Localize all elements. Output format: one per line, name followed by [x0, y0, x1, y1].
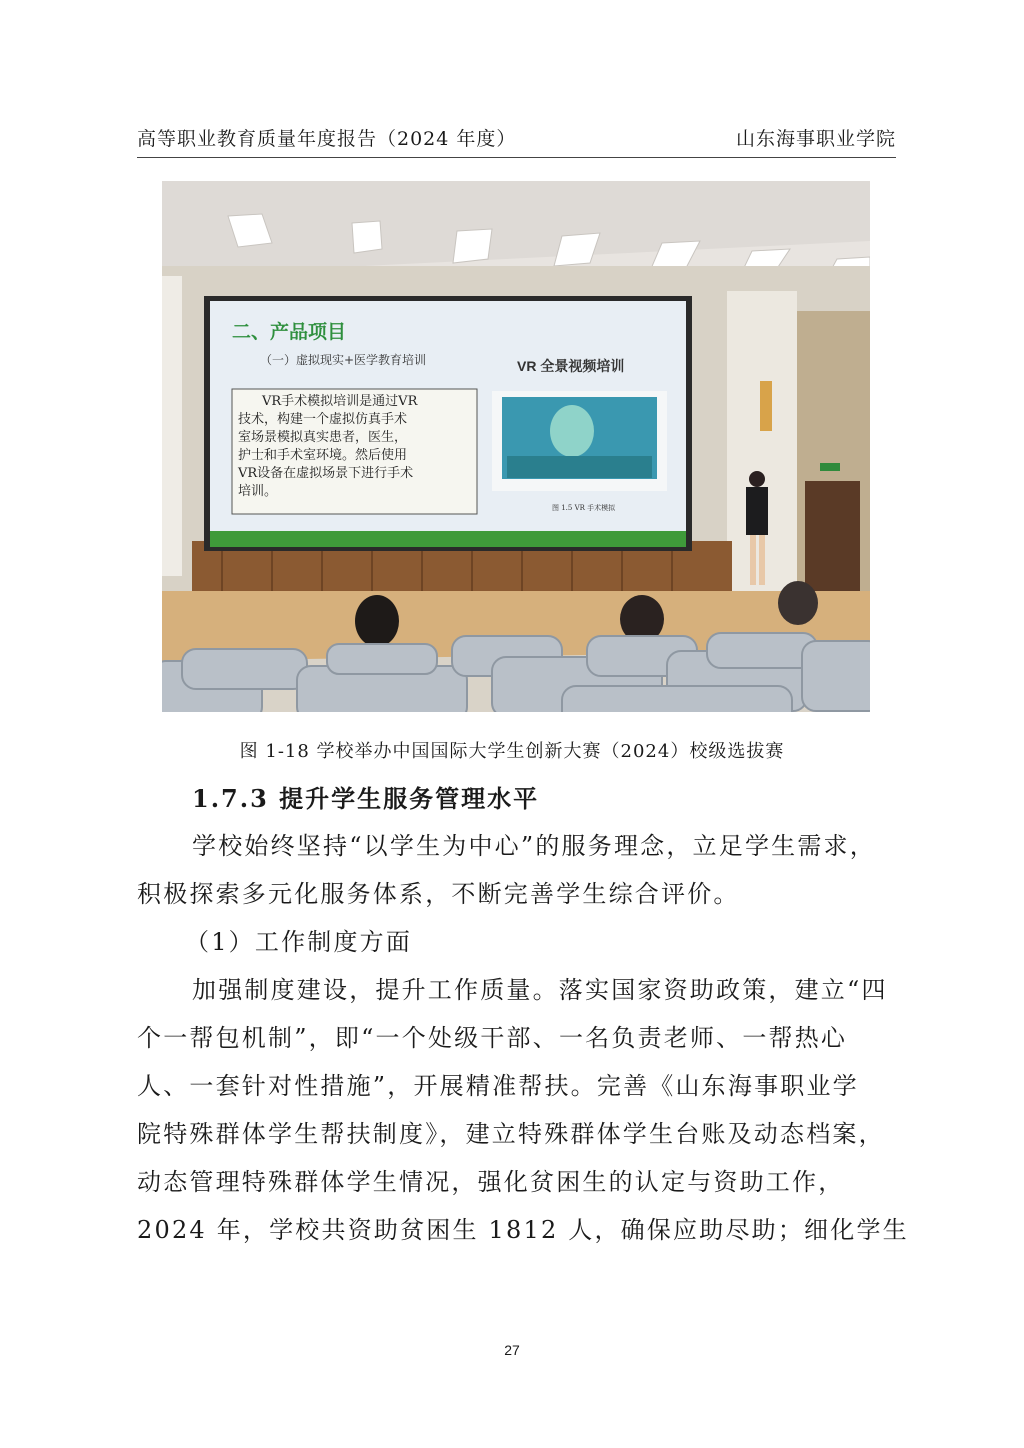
paragraph-line: 加强制度建设，提升工作质量。落实国家资助政策，建立“四: [192, 976, 888, 1004]
section-heading: 1.7.3 提升学生服务管理水平: [192, 784, 540, 813]
paragraph-line: 积极探索多元化服务体系，不断完善学生综合评价。: [137, 880, 740, 908]
figure-caption: 图 1-18 学校举办中国国际大学生创新大赛（2024）校级选拔赛: [239, 741, 785, 762]
screen-body-line: VR设备在虚拟场景下进行手术: [238, 466, 414, 481]
paragraph-line: 人、一套针对性措施”，开展精准帮扶。完善《山东海事职业学: [137, 1072, 859, 1100]
screen-body-line: VR手术模拟培训是通过VR: [262, 394, 418, 409]
paragraph-line: 2024 年，学校共资助贫困生 1812 人，确保应助尽助；细化学生: [137, 1216, 909, 1244]
screen-body-line: 培训。: [238, 484, 278, 499]
screen-body-line: 室场景模拟真实患者，医生，: [238, 430, 408, 445]
screen-right-heading: VR 全景视频培训: [517, 358, 625, 374]
running-header-institution: 山东海事职业学院: [735, 128, 896, 150]
screen-body-line: 技术，构建一个虚拟仿真手术: [238, 412, 408, 427]
screen-image-caption: 图 1.5 VR 手术模拟: [552, 504, 616, 512]
header-rule: [137, 157, 896, 158]
running-header-title: 高等职业教育质量年度报告（2024 年度）: [137, 128, 517, 150]
screen-subheading: （一）虚拟现实+医学教育培训: [260, 353, 427, 367]
event-photo: [162, 181, 870, 712]
screen-body-line: 护士和手术室环境。然后使用: [238, 448, 408, 463]
paragraph-line: 个一帮包机制”，即“一个处级干部、一名负责老师、一帮热心: [137, 1024, 848, 1052]
page-number: 27: [504, 1342, 520, 1358]
screen-body-text: [238, 393, 478, 501]
screen-heading: 二、产品项目: [232, 322, 347, 343]
subsection-heading: （1）工作制度方面: [185, 928, 413, 956]
paragraph-line: 学校始终坚持“以学生为中心”的服务理念，立足学生需求，: [192, 832, 876, 860]
paragraph-line: 动态管理特殊群体学生情况，强化贫困生的认定与资助工作，: [137, 1168, 845, 1196]
paragraph-line: 院特殊群体学生帮扶制度》，建立特殊群体学生台账及动态档案，: [137, 1120, 885, 1148]
